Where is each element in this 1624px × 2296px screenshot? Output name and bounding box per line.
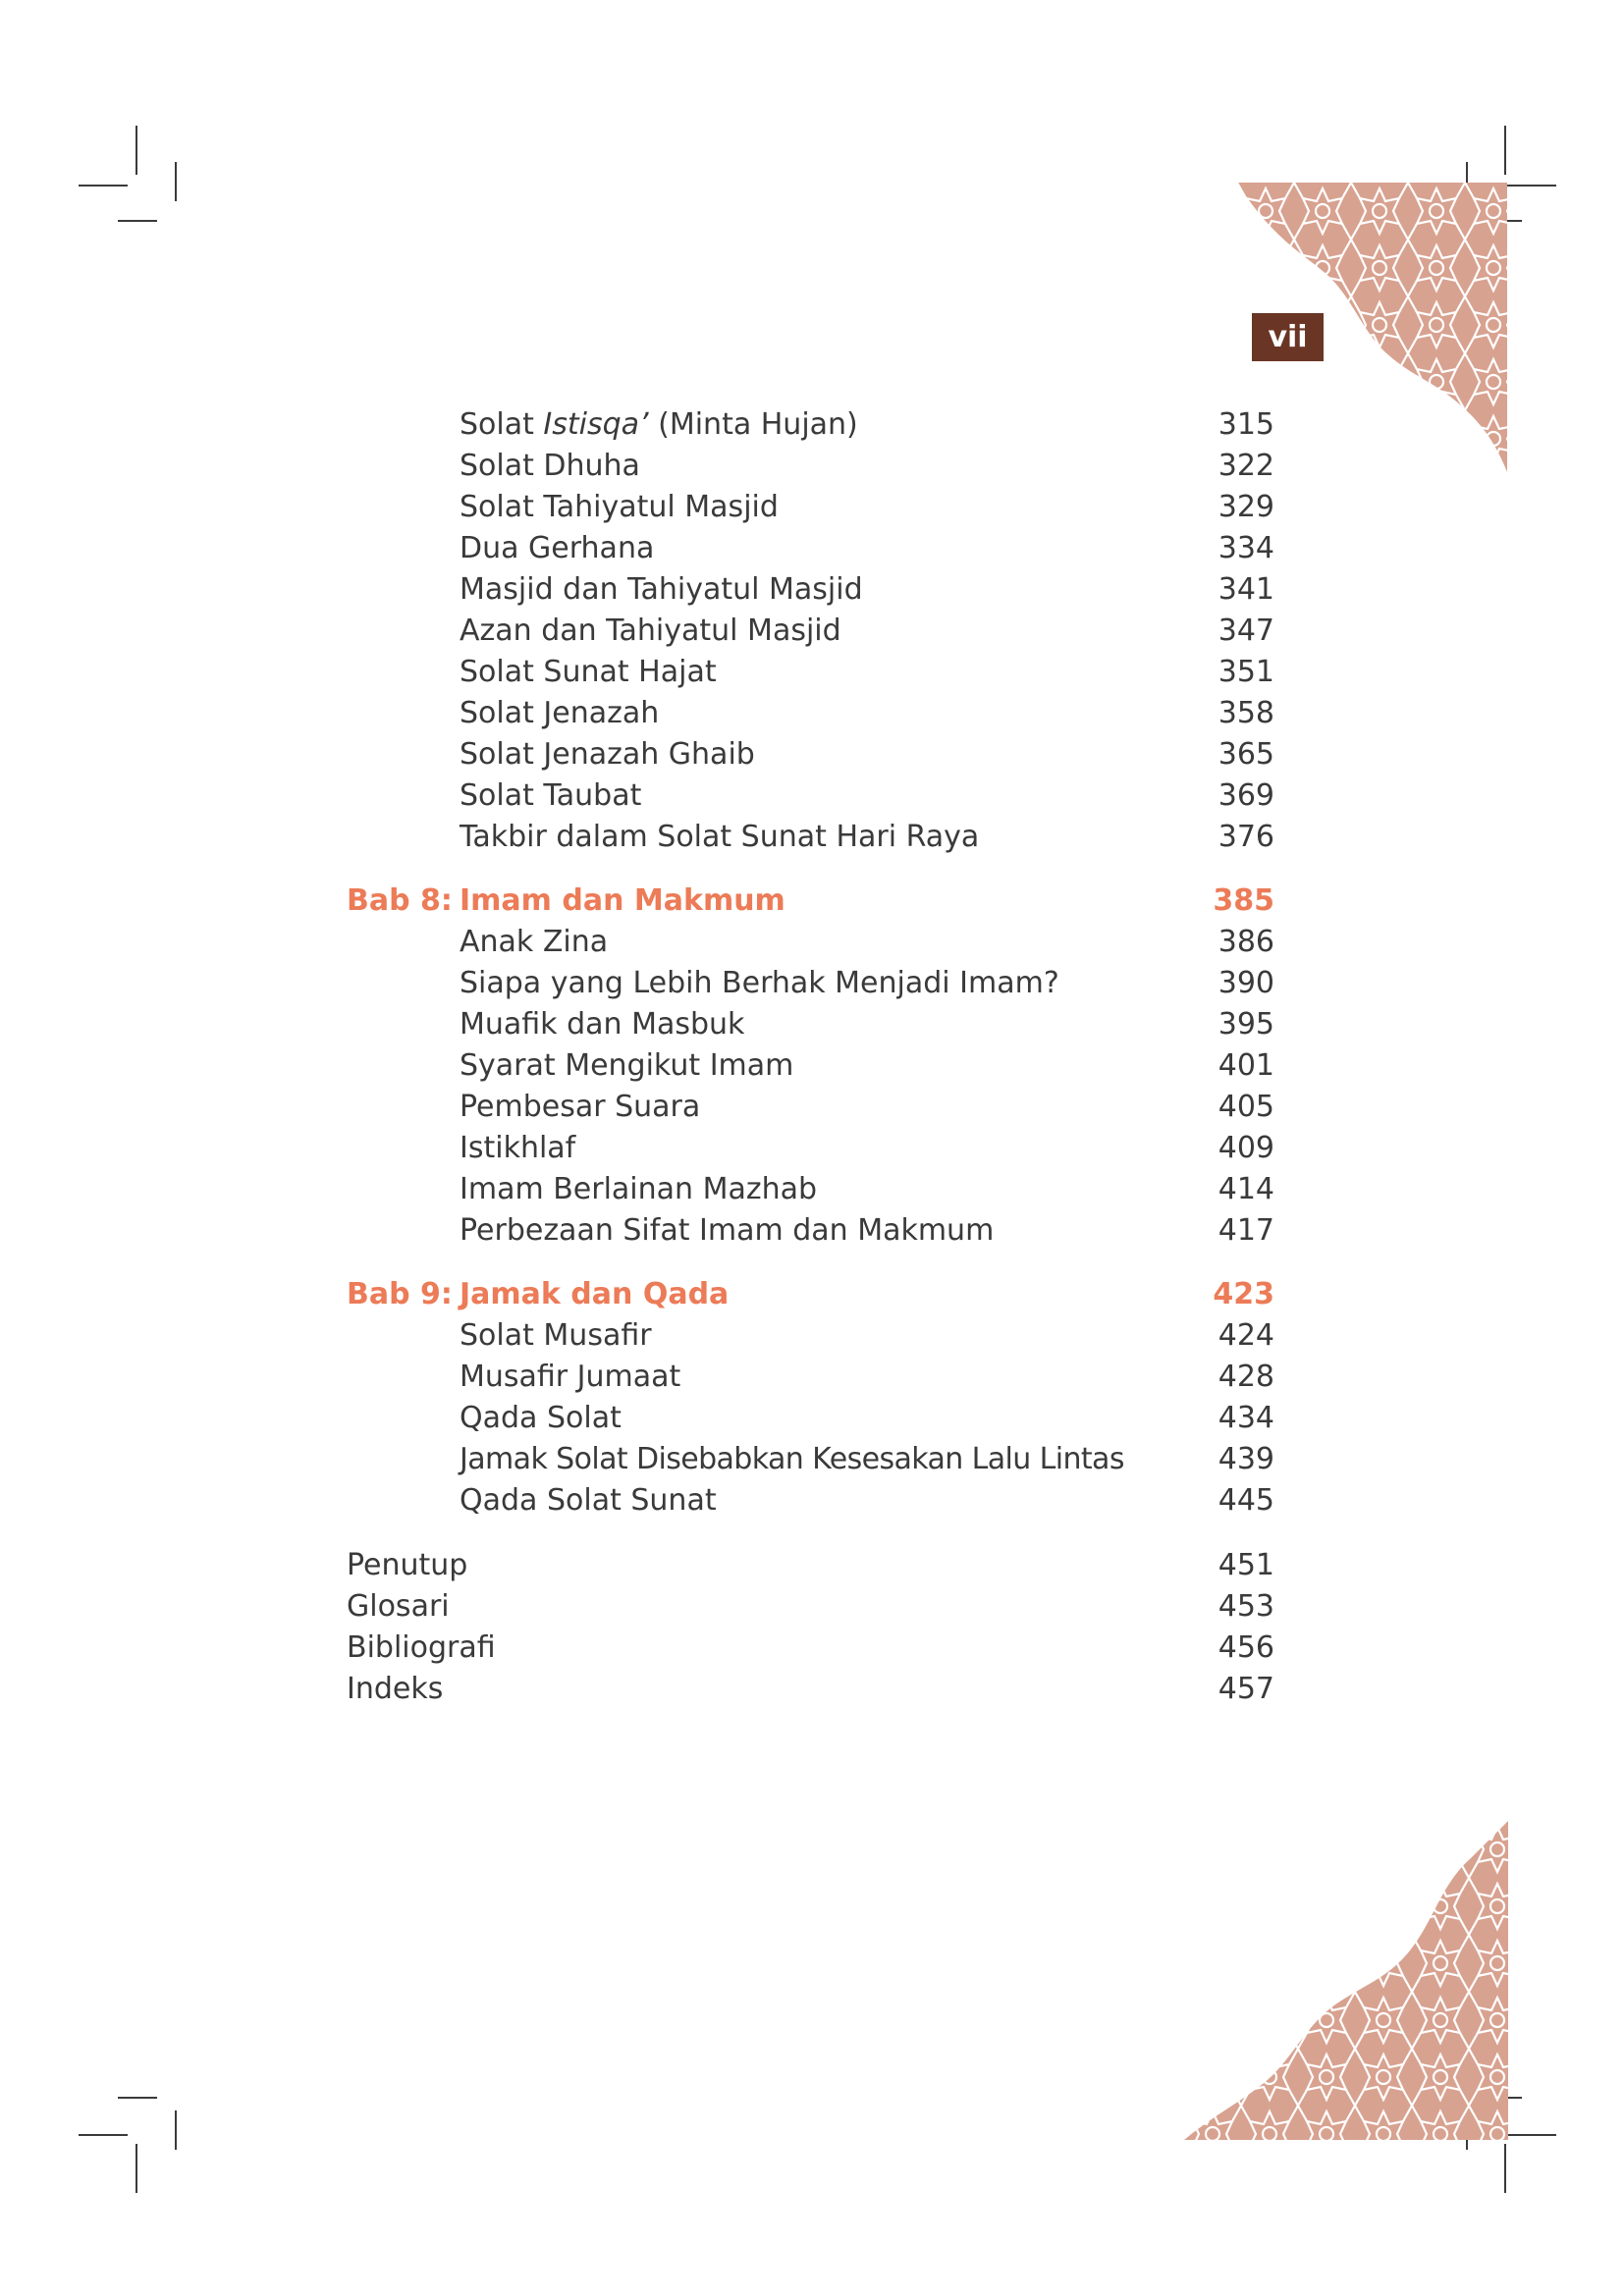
- toc-entry-label: Solat Dhuha: [460, 449, 640, 483]
- toc-entry-label: Imam Berlainan Mazhab: [460, 1172, 818, 1206]
- toc-entry-label: Musafir Jumaat: [460, 1360, 681, 1394]
- toc-entry-page: 428: [1218, 1360, 1274, 1394]
- toc-entry[interactable]: [0, 652, 1624, 693]
- toc-entry-label: Takbir dalam Solat Sunat Hari Raya: [460, 820, 980, 854]
- chapter-page: 423: [1213, 1277, 1274, 1311]
- toc-entry[interactable]: [0, 611, 1624, 652]
- toc-entry-page: 322: [1218, 449, 1274, 483]
- toc-entry[interactable]: [0, 1545, 1624, 1586]
- crop-mark: [79, 185, 128, 187]
- toc-entry[interactable]: [0, 1439, 1624, 1480]
- toc-entry-label: Solat Jenazah: [460, 696, 660, 730]
- toc-entry[interactable]: [0, 1315, 1624, 1357]
- crop-mark: [175, 162, 177, 201]
- bottom-right-ornament: [1184, 1821, 1508, 2140]
- crop-mark: [1507, 2134, 1556, 2136]
- toc-entry[interactable]: [0, 1210, 1624, 1252]
- toc-entry-page: 434: [1218, 1401, 1274, 1435]
- toc-entry[interactable]: [0, 775, 1624, 817]
- toc-entry-page: 386: [1218, 925, 1274, 959]
- chapter-heading[interactable]: [0, 1274, 1624, 1315]
- toc-entry-label: Azan dan Tahiyatul Masjid: [460, 614, 841, 648]
- toc-entry[interactable]: [0, 569, 1624, 611]
- toc-entry-label: Qada Solat Sunat: [460, 1483, 717, 1518]
- toc-entry[interactable]: [0, 528, 1624, 569]
- toc-entry[interactable]: [0, 1128, 1624, 1169]
- crop-mark: [135, 2144, 137, 2193]
- toc-entry-label: Pembesar Suara: [460, 1090, 701, 1124]
- crop-mark: [1504, 2144, 1506, 2193]
- toc-entry-label: Solat Istisqa’ (Minta Hujan): [460, 407, 858, 442]
- toc-entry-page: 315: [1218, 407, 1274, 442]
- toc-entry-page: 376: [1218, 820, 1274, 854]
- toc-entry-page: 358: [1218, 696, 1274, 730]
- chapter-prefix: Bab 9:: [347, 1277, 453, 1311]
- toc-entry-label: Glosari: [347, 1589, 450, 1624]
- toc-entry[interactable]: [0, 1628, 1624, 1669]
- chapter-prefix: Bab 8:: [347, 883, 453, 918]
- crop-mark: [118, 2097, 157, 2099]
- toc-entry[interactable]: [0, 1398, 1624, 1439]
- toc-entry[interactable]: [0, 817, 1624, 858]
- toc-entry-label: Solat Tahiyatul Masjid: [460, 490, 779, 524]
- toc-entry-label: Solat Sunat Hajat: [460, 655, 717, 689]
- crop-mark: [118, 220, 157, 222]
- toc-entry-label: Qada Solat: [460, 1401, 622, 1435]
- toc-entry[interactable]: [0, 1045, 1624, 1087]
- toc-entry-page: 439: [1218, 1442, 1274, 1476]
- toc-entry[interactable]: [0, 1480, 1624, 1522]
- toc-entry-label: Penutup: [347, 1548, 468, 1582]
- toc-entry-page: 445: [1218, 1483, 1274, 1518]
- toc-entry-label: Solat Musafir: [460, 1318, 652, 1353]
- toc-entry-page: 365: [1218, 737, 1274, 772]
- toc-entry-page: 390: [1218, 966, 1274, 1000]
- toc-entry[interactable]: [0, 1087, 1624, 1128]
- crop-mark: [1504, 126, 1506, 175]
- toc-entry-label: Muafik dan Masbuk: [460, 1007, 745, 1041]
- toc-entry[interactable]: [0, 693, 1624, 734]
- toc-entry-label: Anak Zina: [460, 925, 609, 959]
- crop-mark: [79, 2134, 128, 2136]
- toc-entry-page: 341: [1218, 572, 1274, 607]
- toc-entry[interactable]: [0, 1169, 1624, 1210]
- toc-entry[interactable]: [0, 922, 1624, 963]
- toc-entry-page: 405: [1218, 1090, 1274, 1124]
- toc-entry-page: 456: [1218, 1630, 1274, 1665]
- toc-entry-page: 351: [1218, 655, 1274, 689]
- page-number-badge: vii: [1252, 313, 1324, 361]
- toc-entry-page: 395: [1218, 1007, 1274, 1041]
- chapter-title: Jamak dan Qada: [460, 1277, 730, 1311]
- toc-entry-page: 453: [1218, 1589, 1274, 1624]
- toc-entry-page: 414: [1218, 1172, 1274, 1206]
- toc-entry-page: 451: [1218, 1548, 1274, 1582]
- toc-entry-label: Perbezaan Sifat Imam dan Makmum: [460, 1213, 995, 1248]
- toc-entry-page: 409: [1218, 1131, 1274, 1165]
- chapter-heading[interactable]: [0, 881, 1624, 922]
- toc-entry-label: Solat Jenazah Ghaib: [460, 737, 755, 772]
- toc-entry-page: 424: [1218, 1318, 1274, 1353]
- toc-entry-page: 329: [1218, 490, 1274, 524]
- crop-mark: [175, 2110, 177, 2150]
- toc-entry-page: 334: [1218, 531, 1274, 565]
- toc-entry-label: Dua Gerhana: [460, 531, 655, 565]
- toc-entry-page: 457: [1218, 1672, 1274, 1706]
- toc-entry[interactable]: [0, 1669, 1624, 1710]
- toc-entry[interactable]: [0, 963, 1624, 1004]
- toc-entry[interactable]: [0, 1357, 1624, 1398]
- toc-entry[interactable]: [0, 1586, 1624, 1628]
- toc-entry-page: 417: [1218, 1213, 1274, 1248]
- chapter-title: Imam dan Makmum: [460, 883, 785, 918]
- crop-mark: [135, 126, 137, 175]
- chapter-page: 385: [1213, 883, 1274, 918]
- crop-mark: [1507, 185, 1556, 187]
- toc-entry-label: Masjid dan Tahiyatul Masjid: [460, 572, 863, 607]
- toc-entry-label: Siapa yang Lebih Berhak Menjadi Imam?: [460, 966, 1059, 1000]
- toc-entry-label: Solat Taubat: [460, 778, 642, 813]
- toc-entry-label: Bibliografi: [347, 1630, 496, 1665]
- toc-entry[interactable]: [0, 1004, 1624, 1045]
- toc-entry-label: Jamak Solat Disebabkan Kesesakan Lalu Lintas: [460, 1442, 1124, 1476]
- toc-entry-page: 401: [1218, 1048, 1274, 1083]
- toc-entry-label: Indeks: [347, 1672, 444, 1706]
- toc-entry[interactable]: [0, 446, 1624, 487]
- toc-entry-page: 369: [1218, 778, 1274, 813]
- toc-entry[interactable]: [0, 734, 1624, 775]
- toc-entry[interactable]: [0, 487, 1624, 528]
- toc-entry-label: Istikhlaf: [460, 1131, 576, 1165]
- toc-entry-page: 347: [1218, 614, 1274, 648]
- toc-entry[interactable]: [0, 404, 1624, 446]
- toc-entry-label: Syarat Mengikut Imam: [460, 1048, 794, 1083]
